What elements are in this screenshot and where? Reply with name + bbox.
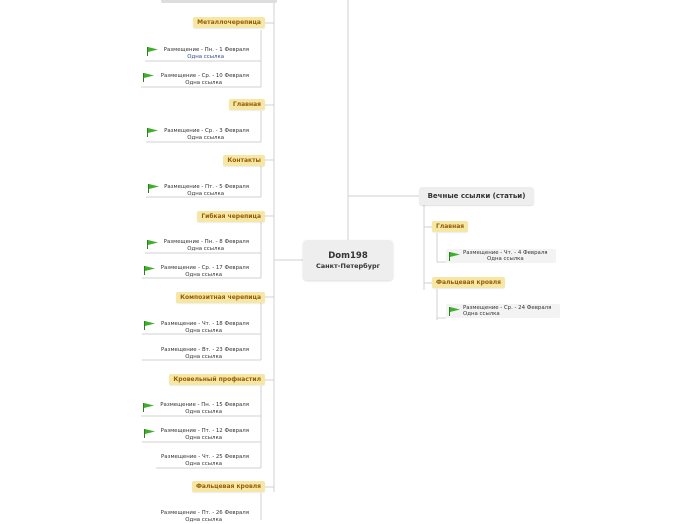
item-note: Одна ссылка — [463, 311, 500, 317]
list-item[interactable] — [161, 454, 249, 468]
item-title: Размещение - Пн. - 15 Февраля — [160, 402, 249, 408]
list-item[interactable] — [161, 510, 249, 524]
flag-icon — [449, 252, 460, 261]
list-item[interactable] — [164, 184, 249, 198]
section-header[interactable]: Фальцевая кровля — [192, 481, 265, 492]
eternal-links-node[interactable]: Вечные ссылки (статьи) — [419, 187, 534, 205]
flag-icon — [143, 403, 154, 412]
list-item[interactable] — [161, 321, 249, 335]
list-item[interactable] — [164, 239, 249, 253]
section-header[interactable]: Композитная черепица — [176, 292, 265, 303]
item-note: Одна ссылка — [185, 272, 222, 278]
item-note: Одна ссылка — [187, 135, 224, 141]
item-note: Одна ссылка — [187, 246, 224, 252]
section-header[interactable]: Гибкая черепица — [197, 211, 265, 222]
item-note: Одна ссылка — [185, 328, 222, 334]
list-item[interactable] — [161, 428, 249, 442]
list-item[interactable] — [160, 402, 249, 416]
item-note: Одна ссылка — [185, 409, 222, 415]
list-item[interactable] — [446, 249, 556, 263]
item-title: Размещение - Пн. - 1 Февраля — [163, 47, 249, 53]
list-item[interactable] — [164, 128, 249, 142]
list-item[interactable] — [161, 73, 249, 87]
item-title: Размещение - Ср. - 3 Февраля — [164, 128, 249, 134]
item-title: Размещение - Ср. - 10 Февраля — [160, 73, 249, 79]
flag-icon — [147, 128, 158, 137]
section-header[interactable]: Металлочерепица — [193, 17, 265, 28]
section-header[interactable]: Контакты — [223, 155, 265, 166]
item-title: Размещение - Пт. - 26 Февраля — [160, 510, 249, 516]
list-item[interactable] — [446, 304, 560, 318]
list-item[interactable] — [161, 265, 249, 279]
item-title: Размещение - Ср. - 24 Февраля — [463, 305, 552, 311]
item-title: Размещение - Вт. - 23 Февраля — [161, 347, 249, 353]
central-node-title: Dom198 — [328, 251, 368, 261]
flag-icon — [144, 321, 155, 330]
item-note: Одна ссылка — [187, 191, 224, 197]
item-note: Одна ссылка — [185, 435, 222, 441]
flag-icon — [147, 47, 158, 56]
section-header[interactable]: Фальцевая кровля — [432, 277, 505, 288]
item-note: Одна ссылка — [185, 461, 222, 467]
item-note: Одна ссылка — [185, 80, 222, 86]
flag-icon — [143, 73, 154, 82]
flag-icon — [147, 240, 158, 249]
list-item[interactable] — [161, 347, 249, 361]
collapsed-node-stub[interactable] — [161, 0, 277, 3]
central-node-subtitle: Санкт-Петербург — [315, 262, 381, 270]
section-header[interactable]: Главная — [229, 99, 265, 110]
flag-icon — [144, 266, 155, 275]
flag-icon — [144, 429, 155, 438]
list-item[interactable] — [164, 47, 249, 61]
item-title: Размещение - Чт. - 18 Февраля — [161, 321, 249, 327]
section-header[interactable]: Кровельный профнастил — [169, 374, 265, 385]
item-link[interactable]: Одна ссылка — [187, 54, 224, 60]
item-title: Размещение - Ср. - 17 Февраля — [160, 265, 249, 271]
item-title: Размещение - Чт. - 4 Февраля — [463, 250, 548, 256]
item-note: Одна ссылка — [185, 517, 222, 523]
section-header[interactable]: Главная — [432, 221, 468, 232]
item-title: Размещение - Чт. - 25 Февраля — [161, 454, 249, 460]
item-title: Размещение - Пт. - 5 Февраля — [164, 184, 249, 190]
flag-icon — [449, 307, 460, 316]
item-note: Одна ссылка — [185, 354, 222, 360]
central-node[interactable] — [303, 240, 393, 280]
item-title: Размещение - Пн. - 8 Февраля — [163, 239, 249, 245]
item-title: Размещение - Пт. - 12 Февраля — [160, 428, 249, 434]
flag-icon — [148, 184, 159, 193]
item-note: Одна ссылка — [487, 256, 524, 262]
